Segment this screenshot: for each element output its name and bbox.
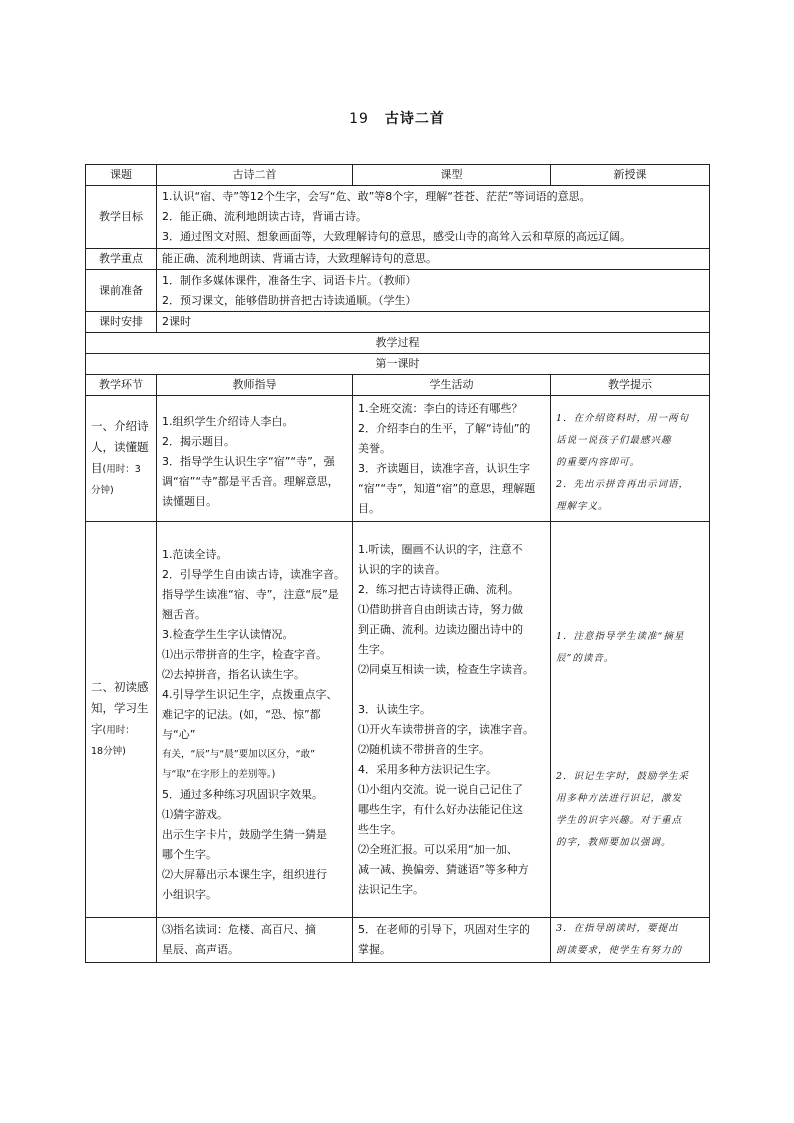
teacher-line: ⑴猜字游戏。 bbox=[162, 808, 228, 821]
teacher-line: 星辰、高声语。 bbox=[162, 943, 239, 956]
prep-line: 2．预习课文，能够借助拼音把古诗读通顺。（学生） bbox=[162, 293, 417, 307]
focus-row bbox=[86, 249, 710, 270]
student-line: 生字。 bbox=[358, 642, 391, 656]
teacher-line: 2．揭示题目。 bbox=[162, 434, 235, 448]
student-line: 5．在老师的引导下，巩固对生字的 bbox=[358, 923, 530, 936]
student-line: 1.全班交流：李白的诗还有哪些？ bbox=[358, 401, 523, 415]
student-line: ⑴开火车读带拼音的字，读准字音。 bbox=[358, 722, 534, 736]
teacher-line: ⑵大屏幕出示本课生字，组织进行 bbox=[162, 868, 327, 881]
header-row bbox=[86, 165, 710, 186]
lesson-number: 19 bbox=[349, 111, 369, 127]
student-line: ⑴小组内交流。说一说自己记住了 bbox=[358, 782, 523, 796]
teacher-line: ⑶指名读词：危楼、高百尺、摘 bbox=[162, 923, 316, 936]
process-title: 教学过程 bbox=[86, 333, 710, 354]
tip-line: 1．注意指导学生读准“摘星 bbox=[556, 630, 685, 642]
teacher-line: 翘舌音。 bbox=[162, 608, 206, 621]
student-line: ⑴借助拼音自由朗读古诗，努力做 bbox=[358, 602, 523, 616]
stage-line: 目 bbox=[91, 461, 103, 475]
student-line: 3．齐读题目，读准字音，认识生字 bbox=[358, 461, 530, 475]
tip-line: 3．在指导朗读时，要提出 bbox=[556, 923, 679, 934]
section3-student bbox=[353, 918, 551, 963]
section3-stage bbox=[86, 918, 157, 963]
section2-teacher bbox=[157, 522, 353, 918]
student-line: ⑵随机读不带拼音的生字。 bbox=[358, 742, 490, 756]
teacher-line: 2．引导学生自由读古诗，读准字音。 bbox=[162, 568, 345, 581]
teacher-line: ⑴出示带拼音的生字，检查字音。 bbox=[162, 648, 327, 661]
student-line: ⑵全班汇报。可以采用“加一加、 bbox=[358, 842, 518, 856]
teacher-line: 难记字的记法。(如，“恐、惊”都与“心” bbox=[162, 708, 321, 741]
focus-content: 能正确、流利地朗读、背诵古诗，大致理解诗句的意思。 bbox=[157, 249, 710, 270]
col-tips: 教学提示 bbox=[551, 375, 710, 396]
section3-teacher bbox=[157, 918, 353, 963]
section2-student bbox=[353, 522, 551, 918]
student-line: 目。 bbox=[358, 501, 380, 515]
process-title-row bbox=[86, 333, 710, 354]
schedule-label: 课时安排 bbox=[86, 312, 157, 333]
section3-row bbox=[86, 918, 710, 963]
student-line: 2．介绍李白的生平，了解“诗仙”的 bbox=[358, 421, 531, 435]
columns-row bbox=[86, 375, 710, 396]
goals-row bbox=[86, 186, 710, 249]
tip-line: 学生的识字兴趣。对于重点 bbox=[556, 814, 683, 826]
teacher-line: 调“宿”“寺”都是平舌音。理解意思， bbox=[162, 474, 339, 488]
prep-content bbox=[157, 270, 710, 312]
student-line: 法识记生字。 bbox=[358, 882, 424, 896]
col-stage: 教学环节 bbox=[86, 375, 157, 396]
stage-time: 分钟) bbox=[91, 485, 114, 496]
stage-line: 二、初读感 bbox=[91, 680, 149, 694]
schedule-content: 2课时 bbox=[157, 312, 710, 333]
teacher-line: 3．指导学生认识生字“宿”“寺”，强 bbox=[162, 454, 335, 468]
header-topic-label: 课题 bbox=[86, 165, 157, 186]
header-type-value: 新授课 bbox=[551, 165, 710, 186]
tip-line: 的字，教师要加以强调。 bbox=[556, 836, 672, 848]
focus-label: 教学重点 bbox=[86, 249, 157, 270]
teacher-line: 3.检查学生生字认读情况。 bbox=[162, 628, 294, 641]
goal-line: 2．能正确、流利地朗读古诗，背诵古诗。 bbox=[162, 210, 367, 223]
prep-row bbox=[86, 270, 710, 312]
student-line: 减一减、换偏旁、猜谜语”等多种方 bbox=[358, 862, 529, 876]
lesson-title: 第一课时 bbox=[86, 354, 710, 375]
tip-line: 的重要内容即可。 bbox=[556, 456, 641, 468]
section1-tips bbox=[551, 396, 710, 522]
header-topic-value: 古诗二首 bbox=[157, 165, 353, 186]
page-title bbox=[0, 108, 794, 128]
teacher-line: 1.组织学生介绍诗人李白。 bbox=[162, 414, 294, 428]
prep-label: 课前准备 bbox=[86, 270, 157, 312]
student-line: “宿”“寺”，知道“宿”的意思，理解题 bbox=[358, 481, 536, 495]
stage-time: (用时： bbox=[102, 725, 135, 736]
header-type-label: 课型 bbox=[353, 165, 551, 186]
teacher-line: 哪个生字。 bbox=[162, 848, 217, 861]
section2-stage bbox=[86, 522, 157, 918]
goals-label: 教学目标 bbox=[86, 186, 157, 249]
stage-line: 一、介绍诗 bbox=[91, 419, 149, 433]
student-line: 些生字。 bbox=[358, 822, 402, 836]
student-line: 美誉。 bbox=[358, 441, 391, 455]
student-line: 2．练习把古诗读得正确、流利。 bbox=[358, 582, 519, 596]
student-line: 哪些生字，有什么好办法能记住这 bbox=[358, 802, 523, 816]
tip-line: 话说一说孩子们最感兴趣 bbox=[556, 434, 672, 446]
section1-student bbox=[353, 396, 551, 522]
col-student: 学生活动 bbox=[353, 375, 551, 396]
section2-tips bbox=[551, 522, 710, 918]
section1-row bbox=[86, 396, 710, 522]
tip-line: 用多种方法进行识记，激发 bbox=[556, 792, 683, 804]
student-line: 3．认读生字。 bbox=[358, 702, 431, 716]
tip-line: 2．先出示拼音再出示词语， bbox=[556, 478, 690, 490]
tip-line: 2．识记生字时，鼓励学生采 bbox=[556, 770, 690, 782]
teacher-line: 与“取”在字形上的差别等。) bbox=[162, 769, 276, 780]
student-line: 掌握。 bbox=[358, 943, 391, 956]
schedule-row bbox=[86, 312, 710, 333]
prep-line: 1．制作多媒体课件，准备生字、词语卡片。（教师） bbox=[162, 273, 417, 287]
tip-line: 理解字义。 bbox=[556, 500, 609, 512]
teacher-line: 有关，“辰”与“晨”要加以区分，“敢” bbox=[162, 749, 316, 760]
student-line: 到正确、流利。边读边圈出诗中的 bbox=[358, 622, 523, 636]
section1-stage bbox=[86, 396, 157, 522]
lesson-plan-table bbox=[85, 164, 710, 963]
tip-line: 辰”的读音。 bbox=[556, 652, 615, 664]
teacher-line: 4.引导学生识记生字，点拨重点字、 bbox=[162, 688, 338, 701]
teacher-line: 出示生字卡片，鼓励学生猜一猜是 bbox=[162, 828, 327, 841]
student-line: 1.听读，圈画不认识的字，注意不 bbox=[358, 542, 523, 556]
student-line: 4．采用多种方法识记生字。 bbox=[358, 762, 497, 776]
section3-tips bbox=[551, 918, 710, 963]
goals-content bbox=[157, 186, 710, 249]
tip-line: 1．在介绍资料时，用一两句 bbox=[556, 412, 690, 424]
teacher-line: 5．通过多种练习巩固识字效果。 bbox=[162, 788, 323, 801]
student-line: ⑵同桌互相读一读，检查生字读音。 bbox=[358, 662, 534, 676]
lesson-name: 古诗二首 bbox=[384, 111, 445, 127]
stage-time: 18分钟) bbox=[91, 746, 126, 757]
lesson-title-row bbox=[86, 354, 710, 375]
teacher-line: ⑵去掉拼音，指名认读生字。 bbox=[162, 668, 305, 681]
stage-time: (用时：3 bbox=[102, 464, 141, 475]
tip-line: 朗读要求，使学生有努力的 bbox=[556, 945, 683, 956]
teacher-line: 读懂题目。 bbox=[162, 494, 217, 508]
teacher-line: 小组识字。 bbox=[162, 888, 217, 901]
stage-line: 字 bbox=[91, 722, 103, 736]
goal-line: 3．通过图文对照、想象画面等，大致理解诗句的意思，感受山寺的高耸入云和草原的高远辽阔。 bbox=[162, 230, 631, 243]
teacher-line: 1.范读全诗。 bbox=[162, 548, 228, 561]
student-line: 认识的字的读音。 bbox=[358, 562, 446, 576]
stage-line: 人，读懂题 bbox=[91, 440, 149, 454]
col-teacher: 教师指导 bbox=[157, 375, 353, 396]
stage-line: 知，学习生 bbox=[91, 701, 149, 715]
section1-teacher bbox=[157, 396, 353, 522]
goal-line: 1.认识“宿、寺”等12个生字，会写“危、敢”等8个字，理解“苍苍、茫茫”等词语的意思。 bbox=[162, 190, 591, 203]
section2-row bbox=[86, 522, 710, 918]
teacher-line: 指导学生读准“宿、寺”，注意“辰”是 bbox=[162, 588, 339, 601]
